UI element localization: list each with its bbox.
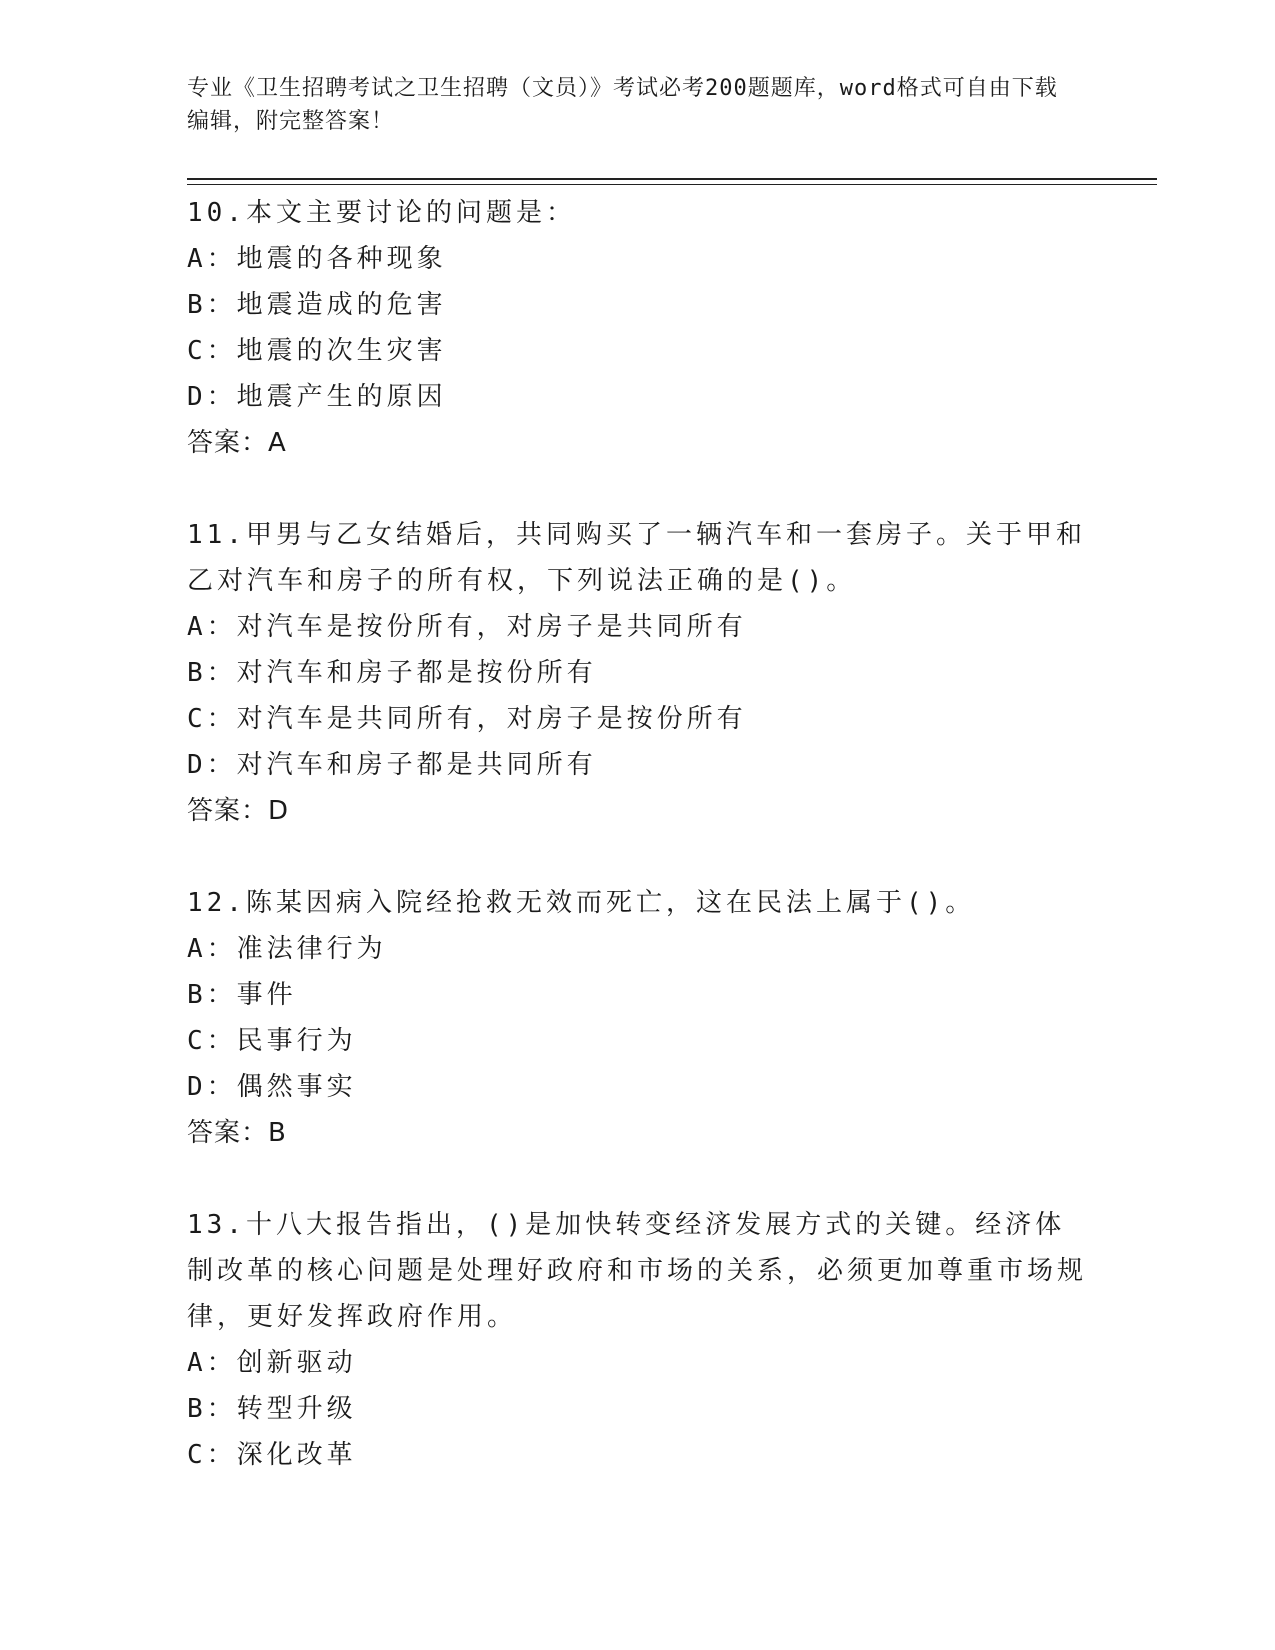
option-b: B：地震造成的危害 xyxy=(187,290,447,320)
header-divider-thick xyxy=(187,178,1157,180)
question-12 xyxy=(187,880,1087,1156)
option-a: A：地震的各种现象 xyxy=(187,244,447,274)
option-a: A：对汽车是按份所有，对房子是共同所有 xyxy=(187,612,747,642)
option-c: C：深化改革 xyxy=(187,1440,357,1470)
question-stem: 10.本文主要讨论的问题是： xyxy=(187,198,576,228)
option-a: A：创新驱动 xyxy=(187,1348,357,1378)
question-list xyxy=(187,190,1087,1524)
option-b: B：事件 xyxy=(187,980,297,1010)
document-intro: 专业《卫生招聘考试之卫生招聘（文员）》考试必考200题题库，word格式可自由下载编辑，附完整答案！ xyxy=(187,76,1058,134)
option-c: C：对汽车是共同所有，对房子是按份所有 xyxy=(187,704,747,734)
answer-line: 答案：D xyxy=(187,796,290,826)
option-d: D：地震产生的原因 xyxy=(187,382,447,412)
question-stem: 13.十八大报告指出，()是加快转变经济发展方式的关键。经济体制改革的核心问题是处理好政府和市场的关系，必须更加尊重市场规律，更好发挥政府作用。 xyxy=(187,1210,1088,1332)
option-c: C：民事行为 xyxy=(187,1026,357,1056)
question-13 xyxy=(187,1202,1087,1478)
option-a: A：准法律行为 xyxy=(187,934,387,964)
option-b: B：对汽车和房子都是按份所有 xyxy=(187,658,597,688)
question-stem: 12.陈某因病入院经抢救无效而死亡，这在民法上属于()。 xyxy=(187,888,976,918)
question-10 xyxy=(187,190,1087,466)
option-c: C：地震的次生灾害 xyxy=(187,336,447,366)
header-divider-thin xyxy=(187,184,1157,185)
option-d: D：对汽车和房子都是共同所有 xyxy=(187,750,597,780)
answer-line: 答案：A xyxy=(187,428,287,458)
option-b: B：转型升级 xyxy=(187,1394,357,1424)
question-stem: 11.甲男与乙女结婚后，共同购买了一辆汽车和一套房子。关于甲和乙对汽车和房子的所有权，下列说法正确的是()。 xyxy=(187,520,1086,596)
question-11 xyxy=(187,512,1087,834)
option-d: D：偶然事实 xyxy=(187,1072,357,1102)
answer-line: 答案：B xyxy=(187,1118,287,1148)
